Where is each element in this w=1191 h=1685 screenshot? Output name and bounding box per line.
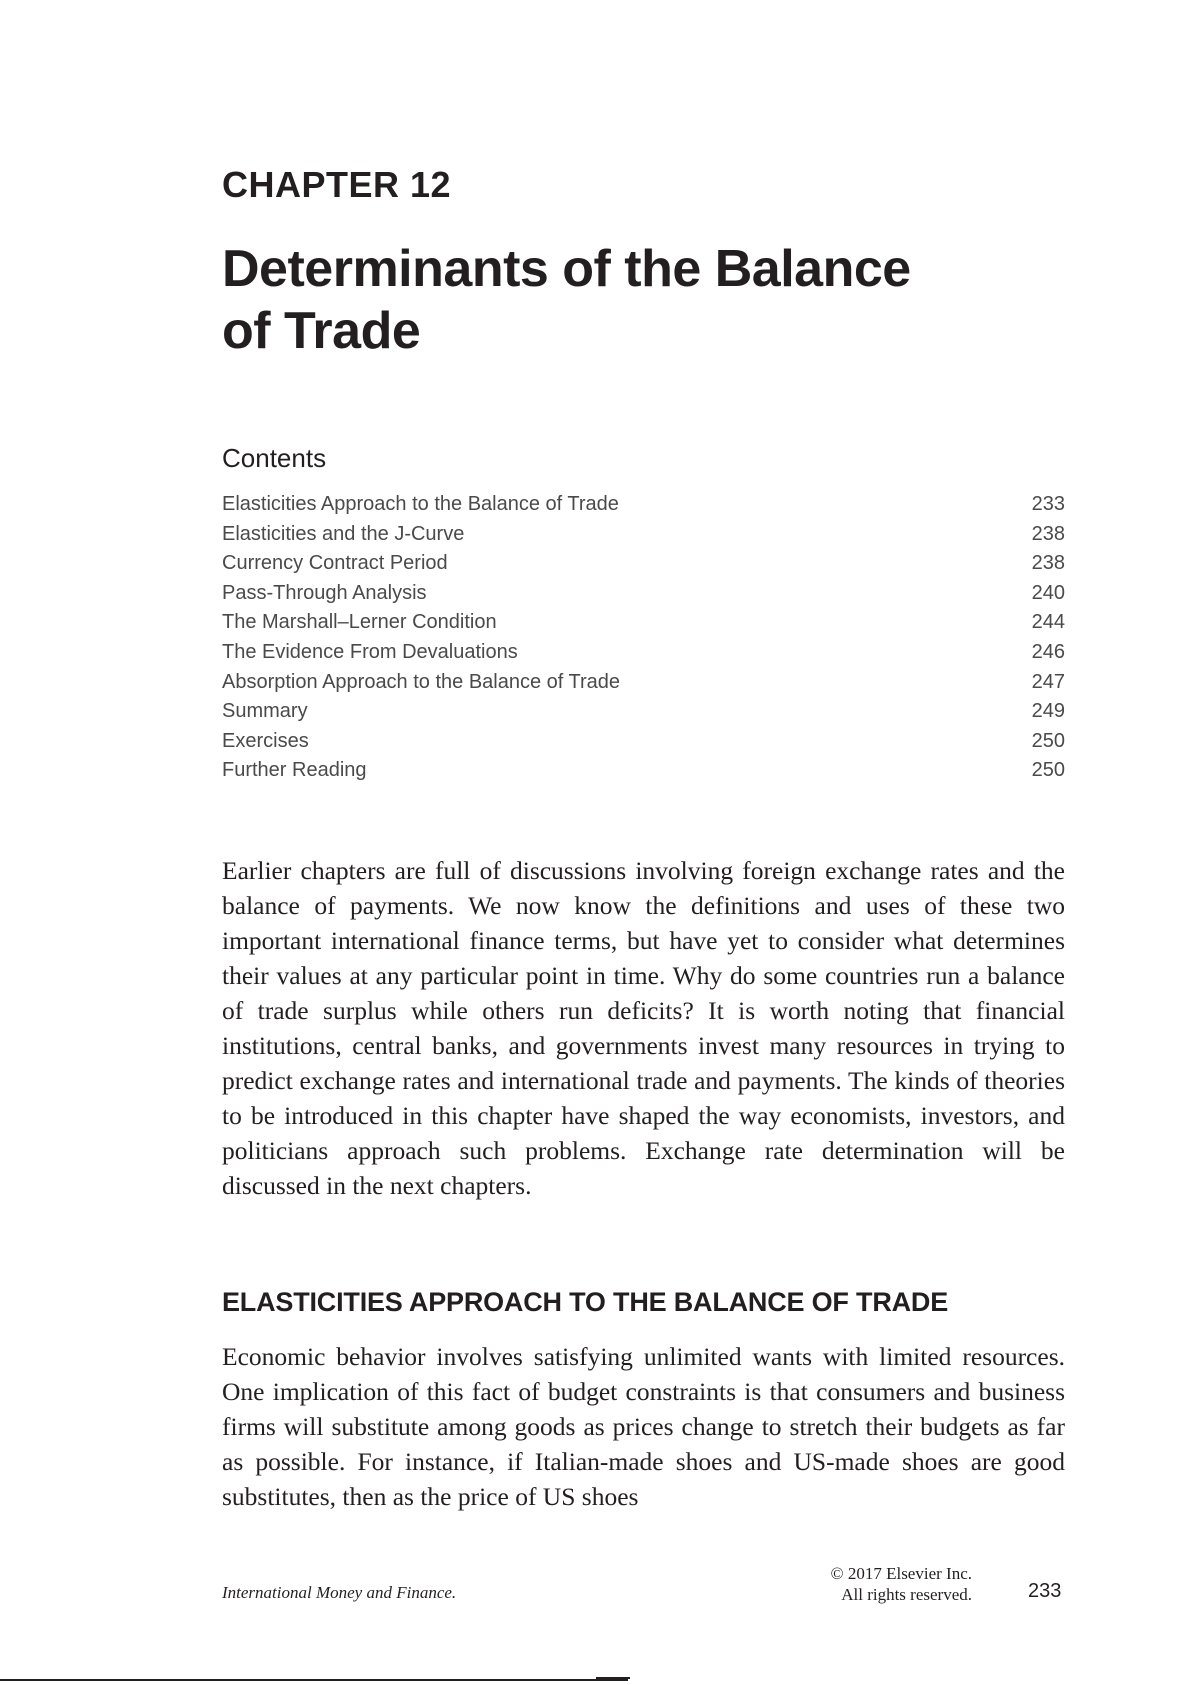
copyright-line-1: © 2017 Elsevier Inc. [830,1564,972,1583]
toc-entry-title: Pass-Through Analysis [222,581,427,604]
footer-book-title: International Money and Finance. [222,1583,457,1602]
bottom-rule-segment [596,1677,630,1679]
chapter-title-line-2: of Trade [222,302,421,360]
toc-entry[interactable] [222,490,1065,520]
toc-entry-page: 246 [1031,640,1065,663]
footer-copyright [800,1563,972,1605]
chapter-title-line-1: Determinants of the Balance [222,240,911,298]
toc-entry-page: 247 [1031,670,1065,693]
toc-entry-title: Elasticities Approach to the Balance of Trade [222,493,619,515]
chapter-title [222,238,1022,362]
section-paragraph: Economic behavior involves satisfying unlimited wants with limited resources. One implication of this fact of budget constraints is that consumers and business firms will substitute among goods as prices change to stretch their budgets as far as possible. For instance, if Italian-made shoes and US-made shoes are good substitutes, then as the price of US shoes [222,1342,1065,1511]
contents-heading: Contents [222,443,327,473]
chapter-label: CHAPTER 12 [222,164,452,205]
toc-entry[interactable] [222,638,1065,668]
toc-entry-title: Currency Contract Period [222,552,448,575]
toc-entry-page: 238 [1031,522,1065,545]
table-of-contents [222,490,1065,786]
toc-entry-title: The Marshall–Lerner Condition [222,611,497,634]
toc-entry[interactable] [222,520,1065,550]
toc-entry-page: 244 [1031,611,1065,634]
toc-entry-title: Further Reading [222,759,367,782]
toc-entry[interactable] [222,608,1065,638]
toc-entry[interactable] [222,727,1065,757]
copyright-line-2: All rights reserved. [841,1585,972,1604]
toc-entry[interactable] [222,697,1065,727]
bottom-rule [0,1679,628,1681]
section-heading: ELASTICITIES APPROACH TO THE BALANCE OF TRADE [222,1287,949,1317]
page-number: 233 [1028,1580,1062,1602]
toc-entry-page: 250 [1031,759,1065,782]
toc-entry-title: Absorption Approach to the Balance of Trade [222,670,621,693]
toc-entry[interactable] [222,579,1065,609]
toc-entry-title: Exercises [222,729,309,752]
toc-entry-title: The Evidence From Devaluations [222,640,518,663]
toc-entry-page: 250 [1031,729,1065,752]
toc-entry-page: 238 [1031,552,1065,575]
toc-entry-page: 240 [1031,581,1065,604]
toc-entry[interactable] [222,549,1065,579]
toc-entry-page: 233 [1031,493,1065,515]
toc-entry-title: Elasticities and the J-Curve [222,522,465,545]
intro-paragraph: Earlier chapters are full of discussions involving foreign exchange rates and the balance of payments. We now know the definitions and uses of these two important international finance terms, but have yet to consider what determines their values at any particular point in time. Why do some countries run a balance of trade surplus while others run deficits? It is worth noting that financial institutions, central banks, and governments invest many resources in trying to predict exchange rates and international trade and payments. The kinds of theories to be introduced in this chapter have shaped the way economists, investors, and politicians approach such problems. Exchange rate determination will be discussed in the next chapters. [222,856,1065,1200]
toc-entry-page: 249 [1031,700,1065,723]
toc-entry[interactable] [222,756,1065,786]
toc-entry-title: Summary [222,700,308,723]
toc-entry[interactable] [222,668,1065,698]
